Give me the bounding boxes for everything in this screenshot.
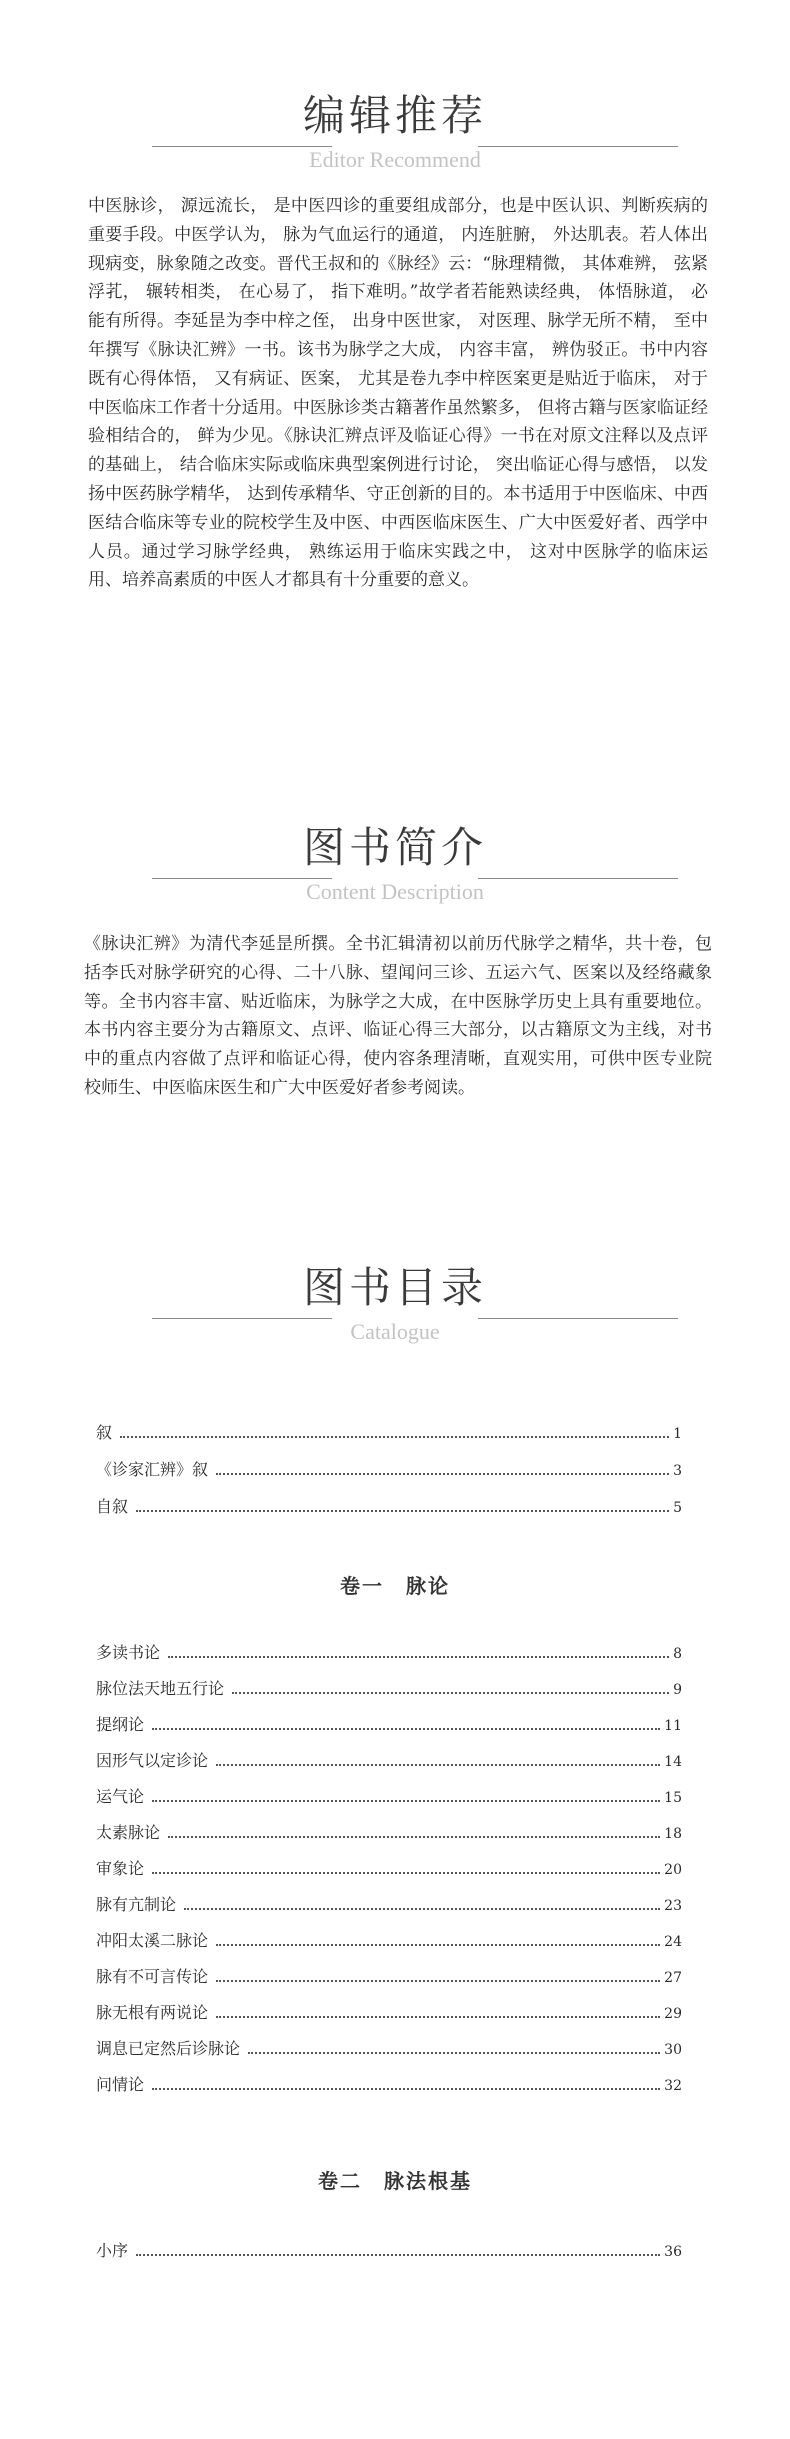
toc-entry[interactable] xyxy=(96,2000,682,2024)
toc-entry-page: 24 xyxy=(664,1934,682,1950)
toc-entry-page: 3 xyxy=(673,1463,682,1479)
toc-entry-title: 提纲论 xyxy=(96,1715,145,1734)
toc-entry[interactable] xyxy=(96,1892,682,1916)
recommend-body: 中医脉诊， 源远流长， 是中医四诊的重要组成部分，也是中医认识、判断疾病的重要手段。中医学认为， 脉为气血运行的通道， 内连脏腑， 外达肌表。若人体出现病变，脉象随之改变。晋代王叔和的《脉经》云：“脉理精微， 其体难辨， 弦紧浮芤， 辗转相类， 在心易了， 指下难明。”故学者若能熟读经典， 体悟脉道， 必能有所得。李延昰为李中梓之侄， 出身中医世家， 对医理、脉学无所不精， 至中年撰写《脉诀汇辨》一书。该书为脉学之大成， 内容丰富， 辨伪驳正。书中内容既有心得体悟， 又有病证、医案， 尤其是卷九李中梓医案更是贴近于临床， 对于中医临床工作者十分适用。中医脉诊类古籍著作虽然繁多， 但将古籍与医家临证经验相结合的， 鲜为少见。《脉诀汇辨点评及临证心得》一书在对原文注释以及点评的基础上， 结合临床实际或临床典型案例进行讨论， 突出临证心得与感悟， 以发扬中医药脉学精华， 达到传承精华、守正创新的目的。本书适用于中医临床、中西医结合临床等专业的院校学生及中医、中西医临床医生、广大中医爱好者、西学中人员。通过学习脉学经典， 熟练运用于临床实践之中， 这对中医脉学的临床运用、培养高素质的中医人才都具有十分重要的意义。 xyxy=(88,196,708,591)
toc-entry-page: 20 xyxy=(664,1862,682,1878)
toc-entry-page: 11 xyxy=(664,1718,682,1734)
toc-entry[interactable] xyxy=(96,1748,682,1772)
toc-entry-title: 冲阳太溪二脉论 xyxy=(96,1931,209,1950)
toc-entry-title: 问情论 xyxy=(96,2075,145,2094)
leader-dots xyxy=(152,2087,660,2090)
toc-entry-title: 脉有不可言传论 xyxy=(96,1967,209,1986)
toc-entry-title: 审象论 xyxy=(96,1859,145,1878)
leader-dots xyxy=(216,2015,660,2018)
leader-dots xyxy=(120,1435,669,1438)
leader-dots xyxy=(216,1943,660,1946)
toc-entry[interactable] xyxy=(96,1640,682,1664)
toc-entry-title: 脉有亢制论 xyxy=(96,1895,177,1914)
toc-entry-title: 小序 xyxy=(96,2241,129,2260)
leader-dots xyxy=(152,1871,660,1874)
description-subtitle: Content Description xyxy=(306,879,484,904)
toc-entry-title: 多读书论 xyxy=(96,1643,161,1662)
leader-dots xyxy=(168,1655,669,1658)
description-body: 《脉诀汇辨》为清代李延昰所撰。全书汇辑清初以前历代脉学之精华，共十卷，包括李氏对脉学研究的心得、二十八脉、望闻问三诊、五运六气、医案以及经络藏象等。全书内容丰富、贴近临床，为脉学之大成，在中医脉学历史上具有重要地位。本书内容主要分为古籍原文、点评、临证心得三大部分，以古籍原文为主线，对书中的重点内容做了点评和临证心得，使内容条理清晰，直观实用，可供中医专业院校师生、中医临床医生和广大中医爱好者参考阅读。 xyxy=(84,934,712,1098)
catalogue-header xyxy=(0,1260,790,1350)
leader-dots xyxy=(216,1763,660,1766)
toc-entry-page: 27 xyxy=(664,1970,682,1986)
toc-entry[interactable] xyxy=(96,1712,682,1736)
toc-entry[interactable] xyxy=(96,1420,682,1444)
leader-dots xyxy=(168,1835,660,1838)
toc-entry-page: 5 xyxy=(673,1500,682,1516)
leader-dots xyxy=(152,1799,660,1802)
toc-entry[interactable] xyxy=(96,1494,682,1518)
toc-entry-page: 32 xyxy=(664,2078,682,2094)
recommend-subtitle: Editor Recommend xyxy=(309,147,481,172)
toc-entry-title: 太素脉论 xyxy=(96,1823,161,1842)
leader-dots xyxy=(136,2253,660,2256)
toc-entry-title: 调息已定然后诊脉论 xyxy=(96,2039,241,2058)
toc-entry-title: 脉位法天地五行论 xyxy=(96,1679,225,1698)
recommend-title: 编辑推荐 xyxy=(302,91,487,140)
toc-entry[interactable] xyxy=(96,1676,682,1700)
toc-entry-page: 30 xyxy=(664,2042,682,2058)
toc-entry-title: 自叙 xyxy=(96,1497,129,1516)
description-header xyxy=(0,820,790,910)
leader-dots xyxy=(216,1979,660,1982)
toc-entry-title: 运气论 xyxy=(96,1787,145,1806)
leader-dots xyxy=(248,2051,660,2054)
volume-heading: 卷一 脉论 xyxy=(340,1574,450,1598)
toc-entry-page: 9 xyxy=(673,1682,682,1698)
description-title: 图书简介 xyxy=(302,823,487,872)
leader-dots xyxy=(232,1691,669,1694)
catalogue-title: 图书目录 xyxy=(302,1263,487,1312)
toc-entry-page: 14 xyxy=(664,1754,682,1770)
toc-entry-title: 因形气以定诊论 xyxy=(96,1751,209,1770)
catalogue-subtitle: Catalogue xyxy=(350,1319,440,1344)
toc-entry-title: 脉无根有两说论 xyxy=(96,2003,209,2022)
leader-dots xyxy=(216,1472,669,1475)
toc-entry-page: 18 xyxy=(664,1826,682,1842)
toc-entry[interactable] xyxy=(96,1964,682,1988)
toc-entry-page: 23 xyxy=(664,1898,682,1914)
toc-entry-page: 29 xyxy=(664,2006,682,2022)
leader-dots xyxy=(152,1727,660,1730)
toc-entry-title: 叙 xyxy=(96,1423,113,1442)
toc-entry[interactable] xyxy=(96,1820,682,1844)
recommend-header xyxy=(0,88,790,178)
toc-entry[interactable] xyxy=(96,1457,682,1481)
toc-entry-page: 8 xyxy=(673,1646,682,1662)
leader-dots xyxy=(136,1509,669,1512)
leader-dots xyxy=(184,1907,660,1910)
toc-entry[interactable] xyxy=(96,1856,682,1880)
volume-heading: 卷二 脉法根基 xyxy=(318,2169,472,2193)
toc-entry[interactable] xyxy=(96,1928,682,1952)
toc-entry-page: 1 xyxy=(673,1426,682,1442)
toc-entry-title: 《诊家汇辨》叙 xyxy=(96,1460,209,1479)
toc-entry[interactable] xyxy=(96,2036,682,2060)
toc-entry-page: 36 xyxy=(664,2244,682,2260)
toc-entry[interactable] xyxy=(96,2072,682,2096)
toc-entry[interactable] xyxy=(96,1784,682,1808)
toc-entry-page: 15 xyxy=(664,1790,682,1806)
toc-entry[interactable] xyxy=(96,2238,682,2262)
